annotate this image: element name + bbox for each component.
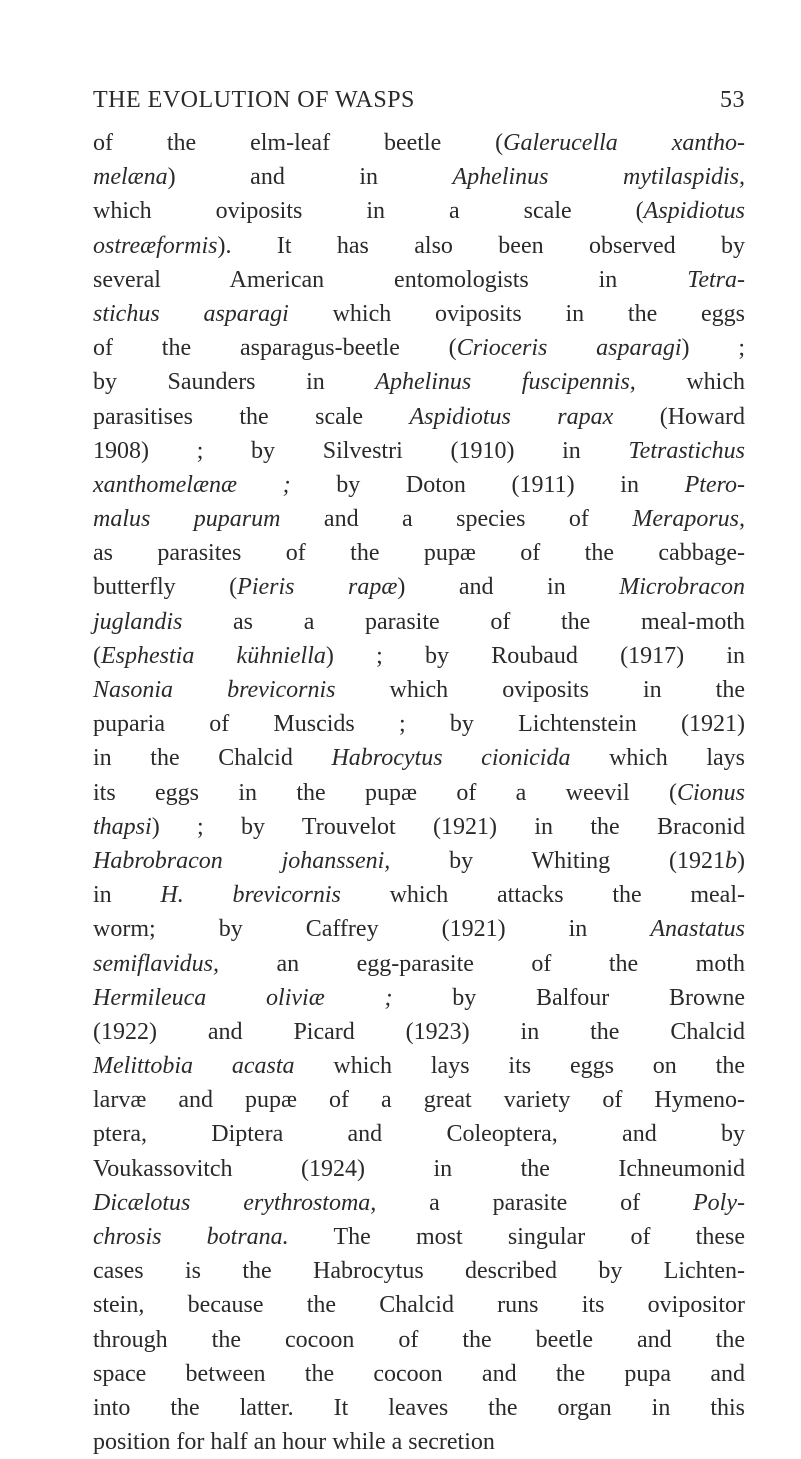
text-line: Nasonia brevicornis which oviposits in the bbox=[93, 677, 745, 703]
text-line: cases is the Habrocytus described by Lichten- bbox=[93, 1258, 745, 1285]
text-line: juglandis as a parasite of the meal-moth bbox=[93, 608, 745, 635]
body-text bbox=[93, 126, 745, 1459]
text-line: (Esphestia kühniella) ; by Roubaud (1917) in bbox=[93, 642, 745, 669]
text-line: malus puparum and a species of Meraporus, bbox=[93, 506, 745, 533]
running-head-title: THE EVOLUTION OF WASPS bbox=[93, 87, 415, 113]
text-line: by Saunders in Aphelinus fuscipennis, which bbox=[93, 369, 746, 396]
text-line: which oviposits in a scale (Aspidiotus bbox=[93, 198, 745, 225]
text-line: stein, because the Chalcid runs its ovipositor bbox=[93, 1292, 745, 1319]
text-line: Habrobracon johansseni, by Whiting (1921b) bbox=[93, 847, 745, 874]
text-line: Dicælotus erythrostoma, a parasite of Poly- bbox=[93, 1189, 745, 1216]
text-line: semiflavidus, an egg-parasite of the moth bbox=[93, 950, 745, 977]
text-line: of the asparagus-beetle (Crioceris asparagi) ; bbox=[93, 335, 746, 362]
text-line: chrosis botrana. The most singular of these bbox=[93, 1224, 745, 1250]
text-line: position for half an hour while a secretion bbox=[93, 1429, 495, 1456]
text-line: butterfly (Pieris rapæ) and in Microbracon bbox=[93, 574, 745, 601]
text-line: ostreæformis). It has also been observed by bbox=[93, 232, 745, 259]
text-line: into the latter. It leaves the organ in this bbox=[93, 1394, 745, 1421]
text-line: stichus asparagi which oviposits in the eggs bbox=[93, 300, 745, 327]
text-line: xanthomelænæ ; by Doton (1911) in Ptero- bbox=[93, 471, 745, 498]
text-line: through the cocoon of the beetle and the bbox=[93, 1326, 745, 1353]
text-line: parasitises the scale Aspidiotus rapax (Howard bbox=[93, 403, 745, 430]
text-line: (1922) and Picard (1923) in the Chalcid bbox=[93, 1018, 745, 1045]
text-line: Voukassovitch (1924) in the Ichneumonid bbox=[93, 1155, 745, 1182]
text-line: its eggs in the pupæ of a weevil (Cionus bbox=[93, 779, 745, 806]
text-line: of the elm-leaf beetle (Galerucella xantho- bbox=[93, 130, 746, 156]
text-line: in the Chalcid Habrocytus cionicida which lays bbox=[93, 745, 746, 772]
text-line: larvæ and pupæ of a great variety of Hymeno- bbox=[93, 1087, 745, 1114]
text-line: thapsi) ; by Trouvelot (1921) in the Braconid bbox=[93, 813, 745, 840]
text-line: Melittobia acasta which lays its eggs on the bbox=[93, 1053, 745, 1080]
text-line: several American entomologists in Tetra- bbox=[93, 266, 745, 293]
text-line: space between the cocoon and the pupa and bbox=[93, 1360, 745, 1387]
text-line: in H. brevicornis which attacks the meal- bbox=[93, 882, 745, 909]
text-line: 1908) ; by Silvestri (1910) in Tetrastichus bbox=[93, 437, 745, 464]
running-head bbox=[93, 84, 745, 116]
text-line: as parasites of the pupæ of the cabbage- bbox=[93, 540, 745, 567]
text-line: melæna) and in Aphelinus mytilaspidis, bbox=[93, 164, 745, 191]
page-number: 53 bbox=[720, 87, 745, 113]
text-line: puparia of Muscids ; by Lichtenstein (1921) bbox=[93, 711, 745, 738]
text-line: ptera, Diptera and Coleoptera, and by bbox=[93, 1121, 745, 1148]
text-line: worm; by Caffrey (1921) in Anastatus bbox=[93, 916, 745, 943]
text-line: Hermileuca oliviæ ; by Balfour Browne bbox=[93, 984, 745, 1011]
